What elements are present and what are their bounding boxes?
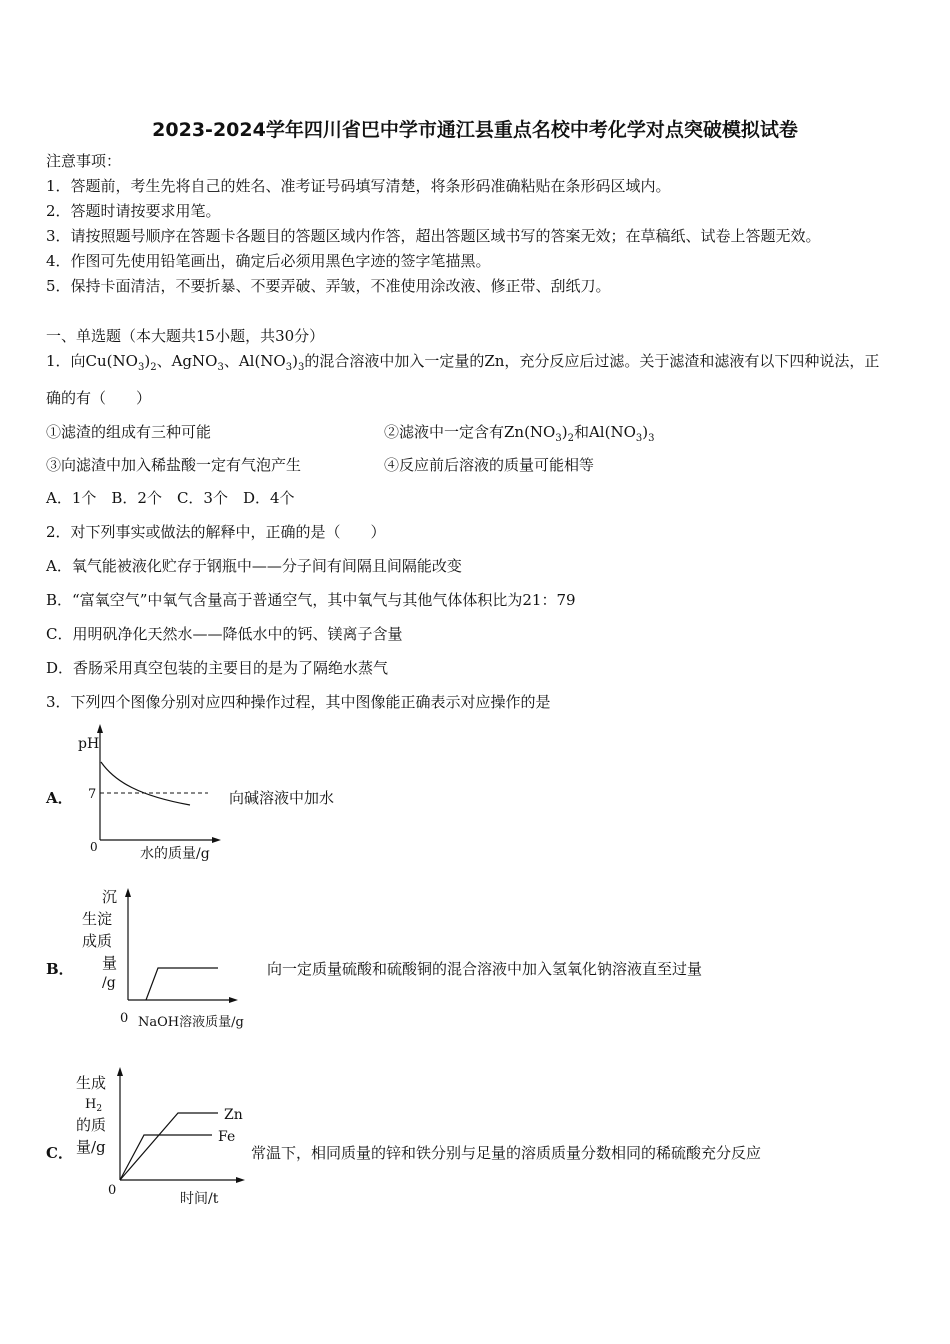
graph-b-y-label-4: 量 (102, 954, 118, 972)
notice-item-2: 2．答题时请按要求用笔。 (46, 202, 221, 220)
q2-stem: 2．对下列事实或做法的解释中，正确的是（ ） (46, 523, 386, 541)
q3-option-b-desc: 向一定质量硫酸和硫酸铜的混合溶液中加入氢氧化钠溶液直至过量 (267, 960, 703, 978)
graph-a-origin: 0 (90, 840, 98, 854)
graph-c-y-label-2: $H_2$ (85, 1097, 103, 1114)
q3-graph-b (70, 880, 270, 1035)
graph-a-x-label: 水的质量/g (140, 846, 210, 862)
q3-option-a-desc: 向碱溶液中加水 (229, 789, 335, 807)
q1-statement-3: ③向滤渣中加入稀盐酸一定有气泡产生 (46, 456, 302, 474)
notice-item-3: 3．请按照题号顺序在答题卡各题目的答题区域内作答，超出答题区域书写的答案无效；在草稿纸、试卷上答题无效。 (46, 227, 821, 245)
graph-b-curve (146, 968, 218, 1000)
q2-option-c: C．用明矾净化天然水——降低水中的钙、镁离子含量 (46, 625, 403, 643)
graph-a-y-label: pH (78, 736, 100, 752)
notice-heading: 注意事项： (46, 152, 122, 170)
section-heading: 一、单选题（本大题共15小题，共30分） (46, 327, 325, 345)
graph-c-zn-line (120, 1113, 218, 1180)
graph-b-y-label-2: 生淀 (82, 910, 113, 928)
q3-graph-c (70, 1060, 250, 1210)
q1-options: A．1个 B．2个 C．3个 D．4个 (46, 489, 295, 507)
graph-c-y-label-3: 的质 (76, 1116, 107, 1134)
graph-b-origin: 0 (120, 1011, 129, 1026)
q3-option-c-desc: 常温下，相同质量的锌和铁分别与足量的溶质质量分数相同的稀硫酸充分反应 (251, 1144, 762, 1162)
graph-a-x-arrow (212, 837, 221, 843)
notice-item-1: 1．答题前，考生先将自己的姓名、准考证号码填写清楚，将条形码准确粘贴在条形码区域内。 (46, 177, 671, 195)
q3-stem: 3．下列四个图像分别对应四种操作过程，其中图像能正确表示对应操作的是 (46, 693, 551, 711)
graph-b-y-label-5: /g (102, 975, 116, 991)
notice-item-4: 4．作图可先使用铅笔画出，确定后必须用黑色字迹的签字笔描黑。 (46, 252, 491, 270)
graph-c-origin: 0 (108, 1183, 117, 1198)
graph-c-fe-line (120, 1135, 212, 1180)
q2-option-d: D．香肠采用真空包装的主要目的是为了隔绝水蒸气 (46, 659, 389, 677)
graph-a-ref-label: 7 (88, 787, 97, 802)
graph-c-y-arrow (117, 1067, 123, 1076)
graph-c-y-label-1: 生成 (76, 1074, 107, 1092)
q2-option-b: B．“富氧空气”中氧气含量高于普通空气，其中氧气与其他气体体积比为21：79 (46, 591, 576, 609)
graph-b-x-arrow (229, 997, 238, 1003)
notice-item-5: 5．保持卡面清洁，不要折暴、不要弄破、弄皱，不准使用涂改液、修正带、刮纸刀。 (46, 277, 611, 295)
q3-graph-a (70, 720, 230, 870)
graph-b-y-label-1: 沉 (102, 888, 118, 906)
graph-c-y-label-4: 量/g (76, 1138, 106, 1156)
graph-c-zn-label: Zn (224, 1107, 243, 1123)
graph-a-curve (101, 762, 190, 805)
graph-c-x-label: 时间/t (180, 1191, 219, 1207)
q1-stem-line2: 确的有（ ） (46, 389, 152, 407)
q2-option-a: A．氧气能被液化贮存于钢瓶中——分子间有间隔且间隔能改变 (46, 557, 462, 575)
q1-statement-1: ①滤渣的组成有三种可能 (46, 423, 212, 441)
q3-option-b-label: B． (46, 960, 74, 978)
q1-statement-4: ④反应前后溶液的质量可能相等 (384, 456, 595, 474)
graph-b-y-arrow (125, 888, 131, 897)
q3-option-c-label: C． (46, 1144, 73, 1162)
graph-b-y-label-3: 成质 (82, 932, 113, 950)
graph-a-y-arrow (97, 724, 103, 733)
q1-stem: 1．向$Cu(NO_3)_2$、AgNO$_3$、$Al(NO_3)_3$的混合溶液中加入一定量的Zn，充分反应后过滤。关于滤渣和滤液有以下四种说法，正 (46, 352, 880, 373)
page-title: 2023-2024学年四川省巴中学市通江县重点名校中考化学对点突破模拟试卷 (152, 119, 798, 141)
graph-b-x-label: NaOH溶液质量/g (138, 1015, 244, 1030)
graph-c-fe-label: Fe (218, 1129, 236, 1145)
q3-option-a-label: A． (46, 789, 73, 807)
graph-c-x-arrow (236, 1177, 245, 1183)
q1-statement-2: ②滤液中一定含有$Zn(NO_3)_2$和$Al(NO_3)_3$ (384, 423, 655, 444)
